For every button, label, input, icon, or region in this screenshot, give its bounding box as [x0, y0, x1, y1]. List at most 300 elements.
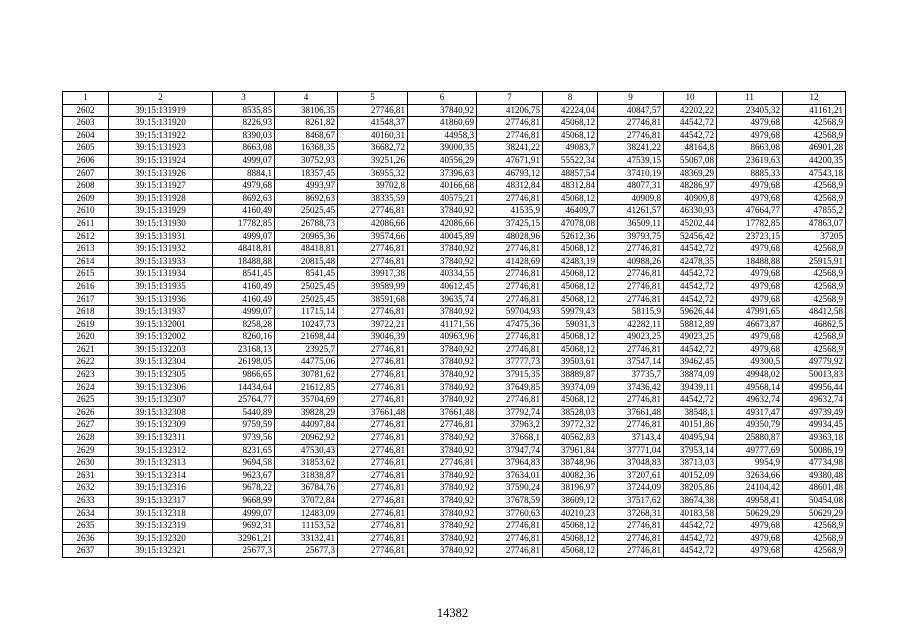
column-header: 10: [664, 92, 717, 105]
value-cell: 37840,92: [408, 495, 477, 508]
value-cell: 25025,45: [275, 205, 338, 218]
row-number-cell: 2630: [63, 457, 109, 470]
value-cell: 42568,9: [783, 293, 846, 306]
value-cell: 37547,14: [598, 356, 664, 369]
cadastral-number-cell: 39:15:132304: [109, 356, 213, 369]
value-cell: 39635,74: [408, 293, 477, 306]
value-cell: 27746,81: [338, 507, 408, 520]
value-cell: 41428,69: [477, 255, 543, 268]
value-cell: 48312,84: [477, 180, 543, 193]
value-cell: 45068,12: [543, 243, 598, 256]
value-cell: 27746,81: [338, 469, 408, 482]
value-cell: 27746,81: [338, 104, 408, 117]
value-cell: 10247,73: [275, 318, 338, 331]
value-cell: 41206,75: [477, 104, 543, 117]
value-cell: 40612,45: [408, 280, 477, 293]
value-cell: 25677,3: [213, 545, 275, 558]
value-cell: 27746,81: [338, 482, 408, 495]
table-row: [63, 117, 846, 130]
cadastral-number-cell: 39:15:132317: [109, 495, 213, 508]
value-cell: 27746,81: [477, 129, 543, 142]
value-cell: 30781,62: [275, 369, 338, 382]
value-cell: 42568,9: [783, 117, 846, 130]
value-cell: 48286,97: [664, 180, 717, 193]
value-cell: 49083,7: [543, 142, 598, 155]
table-row: [63, 495, 846, 508]
value-cell: 42568,9: [783, 532, 846, 545]
value-cell: 37840,92: [408, 532, 477, 545]
value-cell: 23925,7: [275, 343, 338, 356]
value-cell: 42568,9: [783, 268, 846, 281]
value-cell: 8260,16: [213, 331, 275, 344]
row-number-cell: 2614: [63, 255, 109, 268]
value-cell: 17782,85: [717, 217, 783, 230]
value-cell: 39251,26: [338, 154, 408, 167]
value-cell: 37840,92: [408, 469, 477, 482]
value-cell: 9623,67: [213, 469, 275, 482]
value-cell: 40160,31: [338, 129, 408, 142]
value-cell: 49023,25: [664, 331, 717, 344]
table-row: [63, 167, 846, 180]
table-row: [63, 293, 846, 306]
value-cell: 47543,18: [783, 167, 846, 180]
value-cell: 37915,35: [477, 369, 543, 382]
value-cell: 27746,81: [338, 356, 408, 369]
row-number-cell: 2619: [63, 318, 109, 331]
value-cell: 8231,65: [213, 444, 275, 457]
value-cell: 42202,22: [664, 104, 717, 117]
row-number-cell: 2609: [63, 192, 109, 205]
value-cell: 37840,92: [408, 545, 477, 558]
value-cell: 49023,25: [598, 331, 664, 344]
value-cell: 44542,72: [664, 520, 717, 533]
column-header: 8: [543, 92, 598, 105]
value-cell: 35704,69: [275, 394, 338, 407]
value-cell: 38548,1: [664, 406, 717, 419]
value-cell: 39462,45: [664, 356, 717, 369]
value-cell: 27746,81: [477, 192, 543, 205]
row-number-cell: 2631: [63, 469, 109, 482]
value-cell: 47734,98: [783, 457, 846, 470]
value-cell: 27746,81: [338, 369, 408, 382]
value-cell: 8663,08: [213, 142, 275, 155]
value-cell: 37649,85: [477, 381, 543, 394]
value-cell: 37634,01: [477, 469, 543, 482]
value-cell: 45068,12: [543, 343, 598, 356]
value-cell: 42568,9: [783, 243, 846, 256]
value-cell: 37840,92: [408, 482, 477, 495]
table-row: [63, 154, 846, 167]
value-cell: 44542,72: [664, 545, 717, 558]
value-cell: 48418,81: [213, 243, 275, 256]
value-cell: 8692,63: [275, 192, 338, 205]
value-cell: 42568,9: [783, 343, 846, 356]
value-cell: 47671,91: [477, 154, 543, 167]
table-row: [63, 369, 846, 382]
value-cell: 37840,92: [408, 520, 477, 533]
value-cell: 9866,65: [213, 369, 275, 382]
cadastral-number-cell: 39:15:131924: [109, 154, 213, 167]
value-cell: 27746,81: [477, 520, 543, 533]
cadastral-number-cell: 39:15:131933: [109, 255, 213, 268]
value-cell: 39439,11: [664, 381, 717, 394]
value-cell: 48369,29: [664, 167, 717, 180]
value-cell: 45068,12: [543, 394, 598, 407]
value-cell: 9692,31: [213, 520, 275, 533]
column-header: 6: [408, 92, 477, 105]
value-cell: 27746,81: [408, 419, 477, 432]
value-cell: 25677,3: [275, 545, 338, 558]
value-cell: 27746,81: [477, 532, 543, 545]
value-cell: 37678,59: [477, 495, 543, 508]
value-cell: 25915,91: [783, 255, 846, 268]
value-cell: 49948,02: [717, 369, 783, 382]
table-row: [63, 104, 846, 117]
value-cell: 37760,63: [477, 507, 543, 520]
table-row: [63, 192, 846, 205]
value-cell: 37268,31: [598, 507, 664, 520]
cadastral-value-table: [62, 91, 846, 558]
value-cell: 39702,8: [338, 180, 408, 193]
value-cell: 4160,49: [213, 293, 275, 306]
value-cell: 48077,31: [598, 180, 664, 193]
value-cell: 40909,8: [664, 192, 717, 205]
value-cell: 27746,81: [477, 280, 543, 293]
cadastral-number-cell: 39:15:131922: [109, 129, 213, 142]
table-row: [63, 381, 846, 394]
value-cell: 27746,81: [477, 117, 543, 130]
value-cell: 50454,08: [783, 495, 846, 508]
value-cell: 4160,49: [213, 205, 275, 218]
value-cell: 27746,81: [338, 432, 408, 445]
value-cell: 41261,57: [598, 205, 664, 218]
cadastral-number-cell: 39:15:132312: [109, 444, 213, 457]
value-cell: 48857,54: [543, 167, 598, 180]
value-cell: 49568,14: [717, 381, 783, 394]
value-cell: 42568,9: [783, 180, 846, 193]
value-cell: 40082,36: [543, 469, 598, 482]
value-cell: 44542,72: [664, 280, 717, 293]
value-cell: 41548,37: [338, 117, 408, 130]
value-cell: 27746,81: [477, 545, 543, 558]
cadastral-number-cell: 39:15:132203: [109, 343, 213, 356]
value-cell: 49958,41: [717, 495, 783, 508]
value-cell: 38748,96: [543, 457, 598, 470]
value-cell: 45068,12: [543, 280, 598, 293]
value-cell: 20962,92: [275, 432, 338, 445]
value-cell: 37777,73: [477, 356, 543, 369]
value-cell: 27746,81: [598, 117, 664, 130]
value-cell: 40210,23: [543, 507, 598, 520]
value-cell: 47539,15: [598, 154, 664, 167]
value-cell: 27746,81: [477, 394, 543, 407]
value-cell: 40988,26: [598, 255, 664, 268]
row-number-cell: 2612: [63, 230, 109, 243]
table-row: [63, 545, 846, 558]
value-cell: 47855,2: [783, 205, 846, 218]
value-cell: 40562,83: [543, 432, 598, 445]
table-row: [63, 180, 846, 193]
value-cell: 46862,5: [783, 318, 846, 331]
value-cell: 30752,93: [275, 154, 338, 167]
value-cell: 33132,41: [275, 532, 338, 545]
value-cell: 47991,65: [717, 306, 783, 319]
value-cell: 38241,22: [598, 142, 664, 155]
value-cell: 46901,28: [783, 142, 846, 155]
cadastral-number-cell: 39:15:132002: [109, 331, 213, 344]
value-cell: 36784,76: [275, 482, 338, 495]
value-cell: 38528,03: [543, 406, 598, 419]
value-cell: 27746,81: [338, 343, 408, 356]
value-cell: 4999,07: [213, 154, 275, 167]
value-cell: 42568,9: [783, 520, 846, 533]
value-cell: 27746,81: [338, 243, 408, 256]
value-cell: 21698,44: [275, 331, 338, 344]
table-row: [63, 406, 846, 419]
value-cell: 23619,63: [717, 154, 783, 167]
value-cell: 49350,79: [717, 419, 783, 432]
value-cell: 27746,81: [477, 293, 543, 306]
value-cell: 37840,92: [408, 381, 477, 394]
cadastral-number-cell: 39:15:131931: [109, 230, 213, 243]
cadastral-number-cell: 39:15:131937: [109, 306, 213, 319]
cadastral-number-cell: 39:15:132305: [109, 369, 213, 382]
value-cell: 37961,84: [543, 444, 598, 457]
value-cell: 8468,67: [275, 129, 338, 142]
cadastral-number-cell: 39:15:131927: [109, 180, 213, 193]
value-cell: 39046,39: [338, 331, 408, 344]
table-row: [63, 394, 846, 407]
value-cell: 23405,32: [717, 104, 783, 117]
value-cell: 36955,32: [338, 167, 408, 180]
value-cell: 46409,7: [543, 205, 598, 218]
value-cell: 44542,72: [664, 293, 717, 306]
cadastral-number-cell: 39:15:131923: [109, 142, 213, 155]
cadastral-number-cell: 39:15:132309: [109, 419, 213, 432]
value-cell: 39917,38: [338, 268, 408, 281]
row-number-cell: 2637: [63, 545, 109, 558]
value-cell: 4979,68: [717, 280, 783, 293]
value-cell: 45068,12: [543, 268, 598, 281]
value-cell: 42478,35: [664, 255, 717, 268]
value-cell: 37953,14: [664, 444, 717, 457]
value-cell: 11153,52: [275, 520, 338, 533]
value-cell: 42086,66: [408, 217, 477, 230]
cadastral-number-cell: 39:15:132307: [109, 394, 213, 407]
value-cell: 55522,34: [543, 154, 598, 167]
value-cell: 40152,09: [664, 469, 717, 482]
row-number-cell: 2608: [63, 180, 109, 193]
table-row: [63, 532, 846, 545]
value-cell: 37207,61: [598, 469, 664, 482]
row-number-cell: 2604: [63, 129, 109, 142]
value-cell: 9694,58: [213, 457, 275, 470]
column-header: 2: [109, 92, 213, 105]
value-cell: 8541,45: [213, 268, 275, 281]
value-cell: 4160,49: [213, 280, 275, 293]
row-number-cell: 2613: [63, 243, 109, 256]
value-cell: 27746,81: [338, 495, 408, 508]
table-row: [63, 482, 846, 495]
value-cell: 38874,09: [664, 369, 717, 382]
value-cell: 45068,12: [543, 532, 598, 545]
value-cell: 49739,49: [783, 406, 846, 419]
row-number-cell: 2628: [63, 432, 109, 445]
value-cell: 49363,18: [783, 432, 846, 445]
column-header: 12: [783, 92, 846, 105]
value-cell: 40183,58: [664, 507, 717, 520]
value-cell: 44542,72: [664, 129, 717, 142]
value-cell: 50629,29: [717, 507, 783, 520]
value-cell: 44097,84: [275, 419, 338, 432]
value-cell: 44958,3: [408, 129, 477, 142]
value-cell: 20965,36: [275, 230, 338, 243]
value-cell: 26198,05: [213, 356, 275, 369]
value-cell: 44542,72: [664, 268, 717, 281]
value-cell: 37436,42: [598, 381, 664, 394]
value-cell: 37517,62: [598, 495, 664, 508]
value-cell: 40556,29: [408, 154, 477, 167]
table-row: [63, 217, 846, 230]
row-number-cell: 2618: [63, 306, 109, 319]
value-cell: 38335,59: [338, 192, 408, 205]
value-cell: 40847,57: [598, 104, 664, 117]
table-row: [63, 230, 846, 243]
value-cell: 42568,9: [783, 280, 846, 293]
row-number-cell: 2603: [63, 117, 109, 130]
value-cell: 48312,84: [543, 180, 598, 193]
value-cell: 27746,81: [338, 419, 408, 432]
cadastral-number-cell: 39:15:132316: [109, 482, 213, 495]
value-cell: 39772,32: [543, 419, 598, 432]
value-cell: 4979,68: [717, 331, 783, 344]
value-cell: 42568,9: [783, 545, 846, 558]
value-cell: 41535,9: [477, 205, 543, 218]
value-cell: 47664,77: [717, 205, 783, 218]
cadastral-number-cell: 39:15:132319: [109, 520, 213, 533]
cadastral-number-cell: 39:15:132321: [109, 545, 213, 558]
value-cell: 49632,74: [783, 394, 846, 407]
value-cell: 37792,74: [477, 406, 543, 419]
value-cell: 27746,81: [477, 343, 543, 356]
value-cell: 48418,81: [275, 243, 338, 256]
value-cell: 45068,12: [543, 192, 598, 205]
value-cell: 27746,81: [598, 280, 664, 293]
value-cell: 37205: [783, 230, 846, 243]
value-cell: 31838,87: [275, 469, 338, 482]
value-cell: 27746,81: [477, 268, 543, 281]
value-cell: 37735,7: [598, 369, 664, 382]
value-cell: 25764,77: [213, 394, 275, 407]
cadastral-number-cell: 39:15:131935: [109, 280, 213, 293]
value-cell: 44542,72: [664, 532, 717, 545]
value-cell: 37840,92: [408, 444, 477, 457]
value-cell: 26788,73: [275, 217, 338, 230]
row-number-cell: 2635: [63, 520, 109, 533]
value-cell: 39589,99: [338, 280, 408, 293]
value-cell: 49777,69: [717, 444, 783, 457]
row-number-cell: 2632: [63, 482, 109, 495]
value-cell: 37590,24: [477, 482, 543, 495]
cadastral-number-cell: 39:15:131919: [109, 104, 213, 117]
value-cell: 42568,9: [783, 192, 846, 205]
value-cell: 37072,84: [275, 495, 338, 508]
value-cell: 38609,12: [543, 495, 598, 508]
value-cell: 45068,12: [543, 129, 598, 142]
table-row: [63, 331, 846, 344]
value-cell: 44542,72: [664, 394, 717, 407]
value-cell: 39793,75: [598, 230, 664, 243]
value-cell: 37840,92: [408, 369, 477, 382]
value-cell: 38713,03: [664, 457, 717, 470]
value-cell: 8663,08: [717, 142, 783, 155]
value-cell: 47078,08: [543, 217, 598, 230]
value-cell: 45068,12: [543, 331, 598, 344]
value-cell: 38241,22: [477, 142, 543, 155]
value-cell: 45202,44: [664, 217, 717, 230]
value-cell: 27746,81: [338, 545, 408, 558]
table-row: [63, 520, 846, 533]
value-cell: 5440,89: [213, 406, 275, 419]
row-number-cell: 2621: [63, 343, 109, 356]
value-cell: 37963,2: [477, 419, 543, 432]
value-cell: 49380,48: [783, 469, 846, 482]
value-cell: 49934,45: [783, 419, 846, 432]
value-cell: 37840,92: [408, 306, 477, 319]
value-cell: 41161,21: [783, 104, 846, 117]
value-cell: 39574,66: [338, 230, 408, 243]
value-cell: 40151,86: [664, 419, 717, 432]
value-cell: 44542,72: [664, 117, 717, 130]
value-cell: 40495,94: [664, 432, 717, 445]
value-cell: 4979,68: [717, 192, 783, 205]
value-cell: 37771,04: [598, 444, 664, 457]
row-number-cell: 2615: [63, 268, 109, 281]
value-cell: 47475,36: [477, 318, 543, 331]
value-cell: 9759,59: [213, 419, 275, 432]
table-row: [63, 419, 846, 432]
value-cell: 46330,93: [664, 205, 717, 218]
value-cell: 8541,45: [275, 268, 338, 281]
value-cell: 49779,92: [783, 356, 846, 369]
cadastral-number-cell: 39:15:132306: [109, 381, 213, 394]
value-cell: 37244,09: [598, 482, 664, 495]
value-cell: 44200,35: [783, 154, 846, 167]
value-cell: 48412,58: [783, 306, 846, 319]
value-cell: 36509,11: [598, 217, 664, 230]
cadastral-number-cell: 39:15:131932: [109, 243, 213, 256]
table-row: [63, 356, 846, 369]
value-cell: 25025,45: [275, 280, 338, 293]
value-cell: 27746,81: [338, 255, 408, 268]
value-cell: 42483,19: [543, 255, 598, 268]
cadastral-number-cell: 39:15:132313: [109, 457, 213, 470]
value-cell: 50629,29: [783, 507, 846, 520]
value-cell: 47863,07: [783, 217, 846, 230]
cadastral-number-cell: 39:15:131920: [109, 117, 213, 130]
cadastral-number-cell: 39:15:131930: [109, 217, 213, 230]
value-cell: 47530,43: [275, 444, 338, 457]
value-cell: 37840,92: [408, 205, 477, 218]
value-cell: 37425,15: [477, 217, 543, 230]
value-cell: 45068,12: [543, 117, 598, 130]
value-cell: 27746,81: [598, 293, 664, 306]
row-number-cell: 2622: [63, 356, 109, 369]
value-cell: 38106,35: [275, 104, 338, 117]
value-cell: 16368,35: [275, 142, 338, 155]
value-cell: 9739,56: [213, 432, 275, 445]
value-cell: 21612,85: [275, 381, 338, 394]
